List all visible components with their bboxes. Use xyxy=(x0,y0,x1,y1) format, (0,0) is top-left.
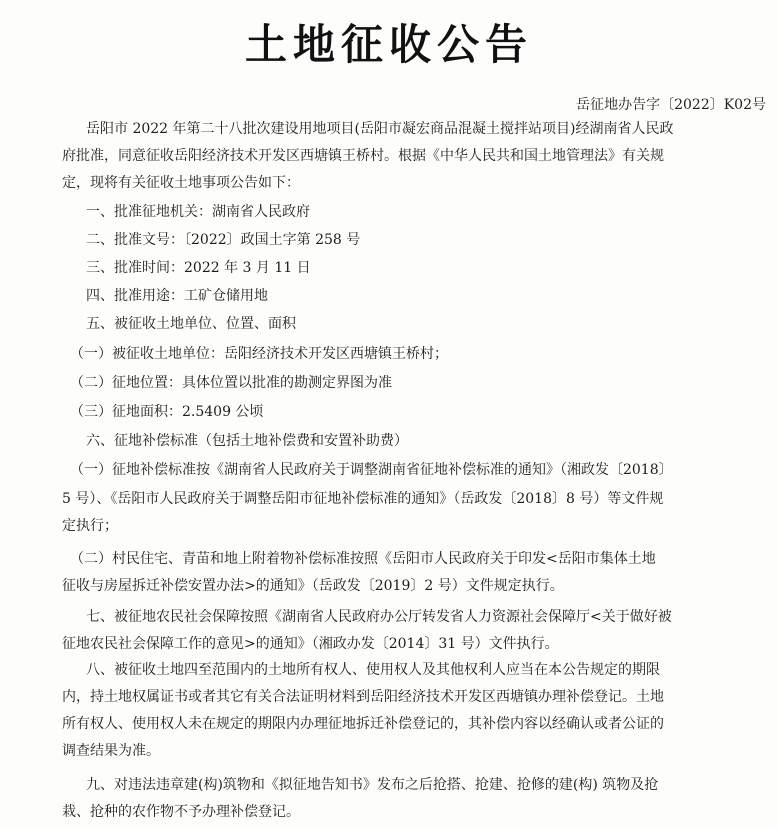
section-8-line-4: 调查结果为准。 xyxy=(62,743,160,759)
section-6-item-1-line-3: 定执行； xyxy=(62,518,118,534)
section-7-line-2: 征地农民社会保障工作的意见>的通知》（湘政办发〔2014〕31 号）文件执行。 xyxy=(62,636,559,652)
document-number: 岳征地办告字〔2022〕K02号 xyxy=(576,97,766,113)
approval-org: 一、批准征地机关：湖南省人民政府 xyxy=(86,204,310,220)
section-6-item-2-line-2: 征收与房屋拆迁补偿安置办法>的通知》（岳政发〔2019〕2 号）文件规定执行。 xyxy=(62,578,564,594)
section-7-line-1: 七、被征地农民社会保障按照《湖南省人民政府办公厅转发省人力资源社会保障厅<关于做好被 xyxy=(86,609,672,625)
intro-line-3: 定，现将有关征收土地事项公告如下： xyxy=(62,175,300,191)
section-8-line-2: 内，持土地权属证书或者其它有关合法证明材料到岳阳经济技术开发区西塘镇办理补偿登记。土地 xyxy=(62,689,664,705)
approval-use: 四、批准用途：工矿仓储用地 xyxy=(86,288,268,304)
section-6-item-1-line-2: 5 号）、《岳阳市人民政府关于调整岳阳市征地补偿标准的通知》（岳政发〔2018〕8 号）等文件规 xyxy=(62,491,664,507)
document-title: 土地征收公告 xyxy=(244,20,533,69)
approval-doc-number: 二、批准文号：〔2022〕政国土字第 258 号 xyxy=(86,232,361,248)
section-8-line-1: 八、被征收土地四至范围内的土地所有权人、使用权人及其他权利人应当在本公告规定的期限 xyxy=(86,662,660,678)
section-5-item-1: （一）被征收土地单位：岳阳经济技术开发区西塘镇王桥村； xyxy=(70,346,448,362)
section-6-heading: 六、征地补偿标准（包括土地补偿费和安置补助费） xyxy=(86,433,408,449)
approval-time: 三、批准时间：2022 年 3 月 11 日 xyxy=(86,260,311,276)
section-9-line-1: 九、对违法违章建(构)筑物和《拟征地告知书》发布之后抢搭、抢建、抢修的建(构) 筑物及抢 xyxy=(86,777,659,793)
section-8-line-3: 所有权人、使用权人未在规定的期限内办理征地拆迁补偿登记的，其补偿内容以经确认或者公证的 xyxy=(62,716,664,732)
intro-line-2: 府批准，同意征收岳阳经济技术开发区西塘镇王桥村。根据《中华人民共和国土地管理法》有关规 xyxy=(62,148,664,164)
section-6-item-2-line-1: （二）村民住宅、青苗和地上附着物补偿标准按照《岳阳市人民政府关于印发<岳阳市集体土地 xyxy=(70,551,656,567)
section-9-line-2: 栽、抢种的农作物不予办理补偿登记。 xyxy=(62,804,300,820)
section-5-item-2: （二）征地位置：具体位置以批准的勘测定界图为准 xyxy=(70,375,392,391)
intro-line-1: 岳阳市 2022 年第二十八批次建设用地项目(岳阳市凝宏商品混凝土搅拌站项目)经湖南省人民政 xyxy=(86,121,674,137)
section-5-item-3: （三）征地面积：2.5409 公顷 xyxy=(70,404,264,420)
section-5-heading: 五、被征收土地单位、位置、面积 xyxy=(86,316,296,332)
section-6-item-1-line-1: （一）征地补偿标准按《湖南省人民政府关于调整湖南省征地补偿标准的通知》（湘政发〔2018〕 xyxy=(70,462,673,478)
